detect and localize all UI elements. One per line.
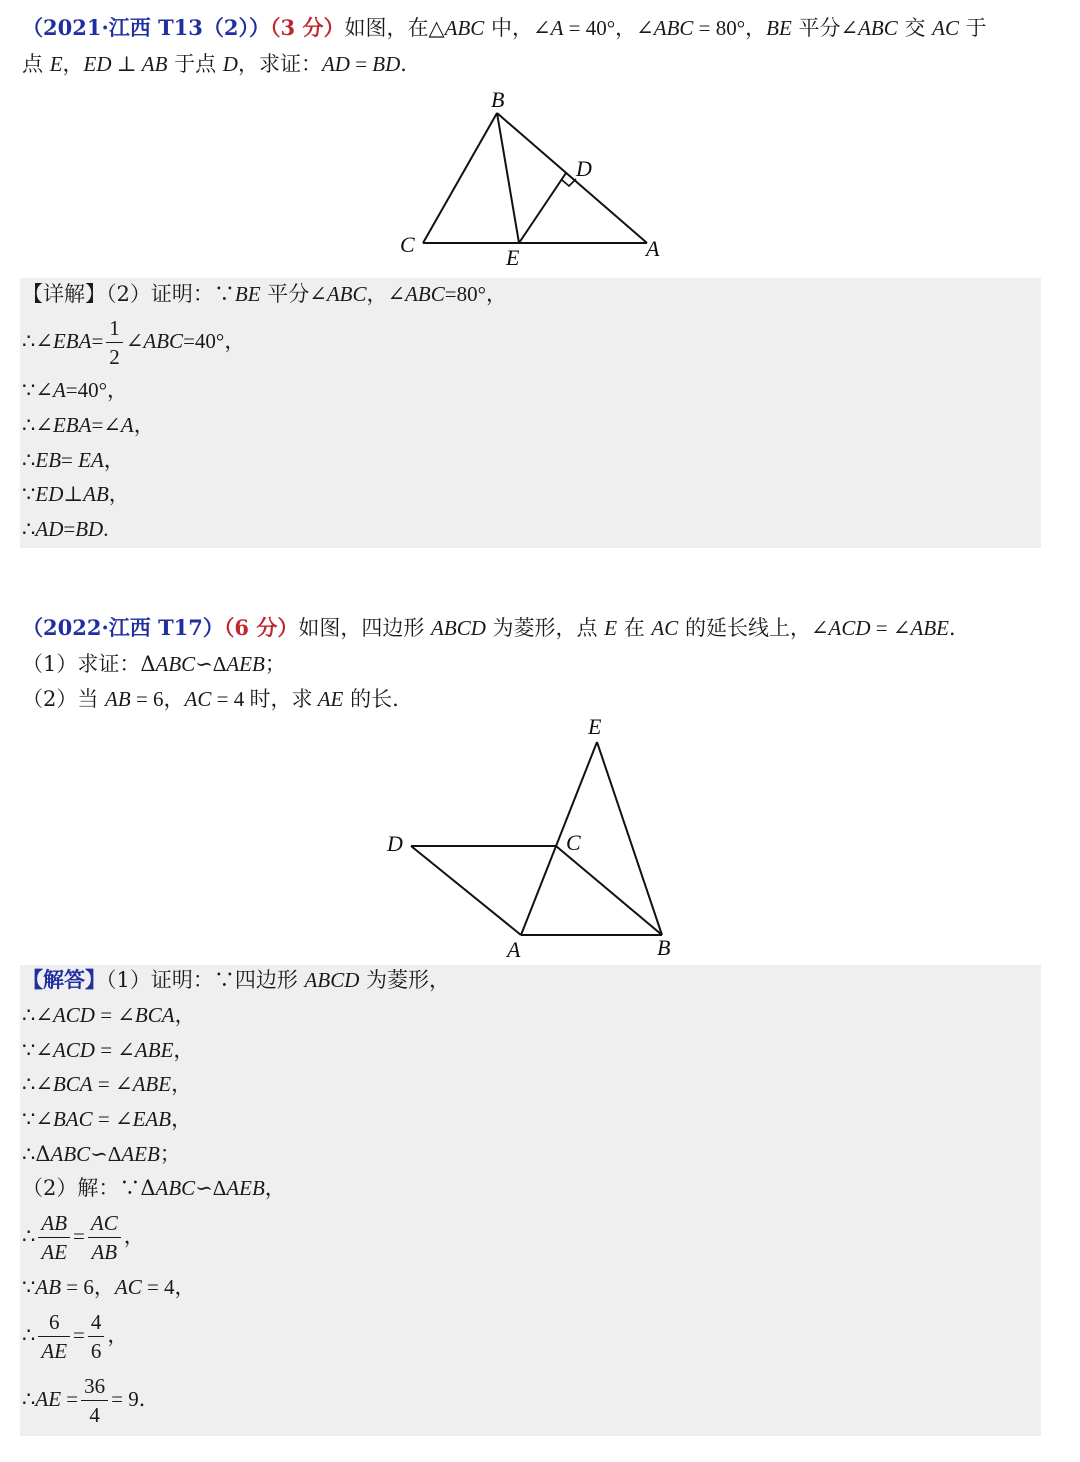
stem-text: 点 <box>22 52 50 76</box>
sol-math: A <box>120 413 134 437</box>
stem-text: 为菱形，点 <box>485 616 605 640</box>
fraction-numerator: AB <box>38 1209 70 1238</box>
label-A: A <box>646 236 660 261</box>
label-C: C <box>400 232 415 257</box>
p2-sol-line11 <box>22 1370 160 1429</box>
stem-text: 于点 <box>167 52 223 76</box>
sol-text: ， <box>264 1176 286 1200</box>
stem-text: （1）求证：Δ <box>22 652 156 676</box>
sol-text: ∴ <box>22 1224 36 1248</box>
problem1-score: （3 分） <box>270 15 345 40</box>
sol-text: （1）证明：∵四边形 <box>106 968 305 992</box>
fraction-numerator: 36 <box>81 1372 108 1401</box>
stem-math: A <box>550 16 564 40</box>
sol-math: BE <box>234 282 261 306</box>
sol-math: EAB <box>132 1107 172 1131</box>
fraction-denominator: 6 <box>90 1339 102 1363</box>
sol-math: BD <box>75 517 104 541</box>
stem-math: AD <box>321 52 350 76</box>
sol-text: ， <box>123 1224 145 1248</box>
segment-BC <box>423 113 497 243</box>
fraction <box>38 1308 70 1365</box>
sol-math: ACD <box>52 1038 95 1062</box>
p2-sol-line4 <box>22 1070 192 1098</box>
problem2-score: （6 分） <box>223 615 299 640</box>
sol-text: ， <box>174 1003 196 1027</box>
sol-math: ABE <box>132 1072 172 1096</box>
label-C: C <box>566 830 581 855</box>
sol-text: ∴Δ <box>22 1142 51 1166</box>
p2-sol-line2 <box>22 1001 196 1029</box>
sol-text: = 4， <box>141 1275 196 1299</box>
sol-math: EB <box>35 448 62 472</box>
fraction-denominator: AE <box>41 1339 68 1363</box>
stem-text: = <box>349 52 373 76</box>
stem-text: 中，∠ <box>484 16 551 40</box>
sol-text: ∴ <box>22 1387 36 1411</box>
sol-text: ∽Δ <box>90 1142 122 1166</box>
sol-text: =80°， <box>444 282 508 306</box>
stem-math: ED <box>83 52 112 76</box>
sol-text: = <box>61 1387 79 1411</box>
p1-sol-line6 <box>22 480 130 508</box>
stem-math: AC <box>184 687 212 711</box>
problem1-tag: （2021·江西 T13（2）） <box>22 15 271 40</box>
stem-text: 平分∠ <box>791 16 859 40</box>
stem-math: E <box>49 52 63 76</box>
stem-math: AEB <box>226 652 265 676</box>
sol-text: =40°， <box>65 378 129 402</box>
stem-math: ABE <box>910 616 949 640</box>
sol-math: ABE <box>134 1038 174 1062</box>
sol-math: AB <box>35 1275 62 1299</box>
problem2-q1 <box>22 650 286 678</box>
sol-text: ∴∠ <box>22 1003 53 1027</box>
stem-math: ABC <box>653 16 694 40</box>
stem-text: （2）当 <box>22 687 106 711</box>
fraction-numerator: AC <box>88 1209 121 1238</box>
problem2-tag: （2022·江西 T17） <box>22 615 224 640</box>
sol-math: ACD <box>52 1003 95 1027</box>
stem-text: 的延长线上，∠ <box>678 616 829 640</box>
sol-text: ∽Δ <box>195 1176 227 1200</box>
stem-math: AB <box>141 52 168 76</box>
stem-text: = 6， <box>130 687 185 711</box>
problem2-stem-line1 <box>22 614 970 642</box>
sol-text: ， <box>171 1072 193 1096</box>
sol-math: ABC <box>50 1142 91 1166</box>
sol-math: AC <box>114 1275 142 1299</box>
solution-head: 【详解】 <box>22 282 106 306</box>
label-E: E <box>588 714 602 739</box>
sol-text: ， <box>171 1107 193 1131</box>
sol-text: = 6， <box>61 1275 115 1299</box>
segment-DA <box>411 846 521 935</box>
fraction-numerator: 1 <box>106 314 123 343</box>
sol-text: ∴∠ <box>22 413 53 437</box>
stem-text: 交 <box>897 16 933 40</box>
segment-AE <box>521 742 597 935</box>
fraction <box>88 1308 105 1365</box>
sol-math: ED <box>35 482 64 506</box>
sol-text: ，∠ <box>366 282 406 306</box>
sol-math: BCA <box>134 1003 175 1027</box>
stem-text: = 4 时，求 <box>211 687 318 711</box>
rhombus-figure <box>380 712 690 967</box>
stem-text: = ∠ <box>870 616 911 640</box>
sol-text: ∴ <box>22 448 36 472</box>
sol-math: AEB <box>226 1176 265 1200</box>
fraction <box>81 1372 108 1429</box>
sol-math: A <box>52 378 66 402</box>
p2-sol-line3 <box>22 1036 194 1064</box>
p1-sol-line1 <box>22 280 507 308</box>
sol-text: = <box>61 448 79 472</box>
fraction-numerator: 4 <box>88 1308 105 1337</box>
sol-text: 为菱形， <box>359 968 451 992</box>
label-B: B <box>491 87 505 112</box>
sol-text: =∠ <box>91 413 121 437</box>
label-D: D <box>576 156 592 181</box>
problem1-stem-line2 <box>22 50 421 78</box>
problem2-q2 <box>22 685 399 713</box>
sol-text: ∴∠ <box>22 329 53 353</box>
stem-math: ABC <box>858 16 898 40</box>
p1-sol-line5 <box>22 446 125 474</box>
sol-text: ∵∠ <box>22 1107 53 1131</box>
p2-sol-line6 <box>22 1140 181 1168</box>
sol-text: 平分∠ <box>260 282 327 306</box>
stem-text: ； <box>264 652 286 676</box>
p1-sol-line3 <box>22 376 128 404</box>
fraction-denominator: AB <box>91 1240 118 1264</box>
problem1-stem-line1 <box>22 14 987 42</box>
sol-text: . <box>103 517 109 541</box>
fraction-denominator: AE <box>41 1240 68 1264</box>
sol-text: =40°， <box>183 329 246 353</box>
triangle-figure <box>390 85 680 270</box>
sol-text: ； <box>159 1142 181 1166</box>
p2-sol-line10 <box>22 1306 128 1365</box>
stem-text: ⊥ <box>111 52 142 76</box>
sol-math: ABC <box>143 329 184 353</box>
p1-sol-line7 <box>22 515 108 543</box>
sol-text: ∵ <box>22 1275 36 1299</box>
sol-text: = 9． <box>111 1387 160 1411</box>
label-D: D <box>387 831 403 856</box>
p2-sol-line8 <box>22 1207 145 1266</box>
stem-math: AE <box>317 687 344 711</box>
stem-text: 于 <box>958 16 987 40</box>
stem-text: ． <box>400 52 422 76</box>
fraction <box>106 314 123 371</box>
sol-text: = ∠ <box>92 1072 133 1096</box>
sol-text: = ∠ <box>92 1107 133 1131</box>
sol-text: ∴∠ <box>22 1072 53 1096</box>
sol-text: ， <box>173 1038 195 1062</box>
sol-text: ∵ <box>22 482 36 506</box>
sol-text: = <box>73 1323 85 1347</box>
segment-BE <box>497 113 519 243</box>
segment-EB <box>597 742 662 935</box>
sol-text: = <box>63 517 76 541</box>
stem-math: AB <box>105 687 131 711</box>
sol-math: EBA <box>52 329 92 353</box>
sol-text: ⊥ <box>63 482 84 506</box>
sol-text: ， <box>103 448 125 472</box>
sol-math: ABC <box>405 282 445 306</box>
right-angle-marker <box>562 179 576 186</box>
sol-text: ∵∠ <box>22 378 53 402</box>
sol-math: AE <box>35 1387 62 1411</box>
sol-text: （2）证明：∵ <box>106 282 235 306</box>
sol-text: = <box>91 329 104 353</box>
stem-math: ACD <box>828 616 871 640</box>
sol-math: EBA <box>52 413 92 437</box>
sol-math: AEB <box>121 1142 160 1166</box>
label-E: E <box>506 245 520 270</box>
p2-sol-line5 <box>22 1105 192 1133</box>
fraction <box>38 1209 70 1266</box>
stem-text: 如图，四边形 <box>298 616 432 640</box>
sol-math: ABCD <box>304 968 360 992</box>
sol-math: ABC <box>326 282 367 306</box>
stem-math: AC <box>651 616 679 640</box>
stem-math: ABCD <box>431 616 486 640</box>
sol-math: AD <box>35 517 64 541</box>
stem-math: BD <box>372 52 401 76</box>
stem-math: ABC <box>155 652 196 676</box>
stem-math: BE <box>766 16 792 40</box>
sol-math: AB <box>83 482 109 506</box>
p2-sol-line1 <box>22 966 450 994</box>
fraction <box>88 1209 121 1266</box>
stem-math: AC <box>932 16 959 40</box>
fraction-denominator: 2 <box>109 345 120 369</box>
sol-text: = ∠ <box>94 1038 135 1062</box>
stem-math: D <box>222 52 238 76</box>
fraction-numerator: 6 <box>38 1308 70 1337</box>
sol-text: = ∠ <box>94 1003 135 1027</box>
stem-math: E <box>604 616 618 640</box>
fraction-denominator: 4 <box>89 1403 100 1427</box>
stem-text: 的长. <box>343 687 399 711</box>
p2-sol-line7 <box>22 1174 286 1202</box>
solution-head: 【解答】 <box>22 967 106 992</box>
stem-text: ∽Δ <box>195 652 227 676</box>
sol-math: BAC <box>52 1107 93 1131</box>
p1-sol-line2 <box>22 312 245 371</box>
stem-text: = 40°，∠ <box>563 16 654 40</box>
label-A: A <box>507 937 521 962</box>
sol-math: ABC <box>155 1176 196 1200</box>
sol-text: （2）解：∵Δ <box>22 1176 156 1200</box>
stem-text: = 80°， <box>693 16 767 40</box>
p1-sol-line4 <box>22 411 155 439</box>
stem-text: ． <box>948 616 970 640</box>
stem-text: ， <box>62 52 84 76</box>
p2-sol-line9 <box>22 1273 196 1301</box>
sol-math: BCA <box>52 1072 93 1096</box>
stem-math: ABC <box>444 16 485 40</box>
stem-text: 如图，在△ <box>344 16 445 40</box>
stem-text: ，求证： <box>237 52 322 76</box>
sol-math: EA <box>78 448 104 472</box>
sol-text: ∴ <box>22 1323 36 1347</box>
sol-text: ， <box>107 1323 129 1347</box>
sol-text: ∵∠ <box>22 1038 53 1062</box>
label-B: B <box>657 935 671 960</box>
sol-text: ∠ <box>125 329 144 353</box>
segment-ED <box>519 173 566 243</box>
segment-BA <box>497 113 647 243</box>
sol-text: = <box>73 1224 85 1248</box>
stem-text: 在 <box>617 616 652 640</box>
sol-text: ， <box>133 413 155 437</box>
sol-text: ， <box>108 482 130 506</box>
sol-text: ∴ <box>22 517 36 541</box>
